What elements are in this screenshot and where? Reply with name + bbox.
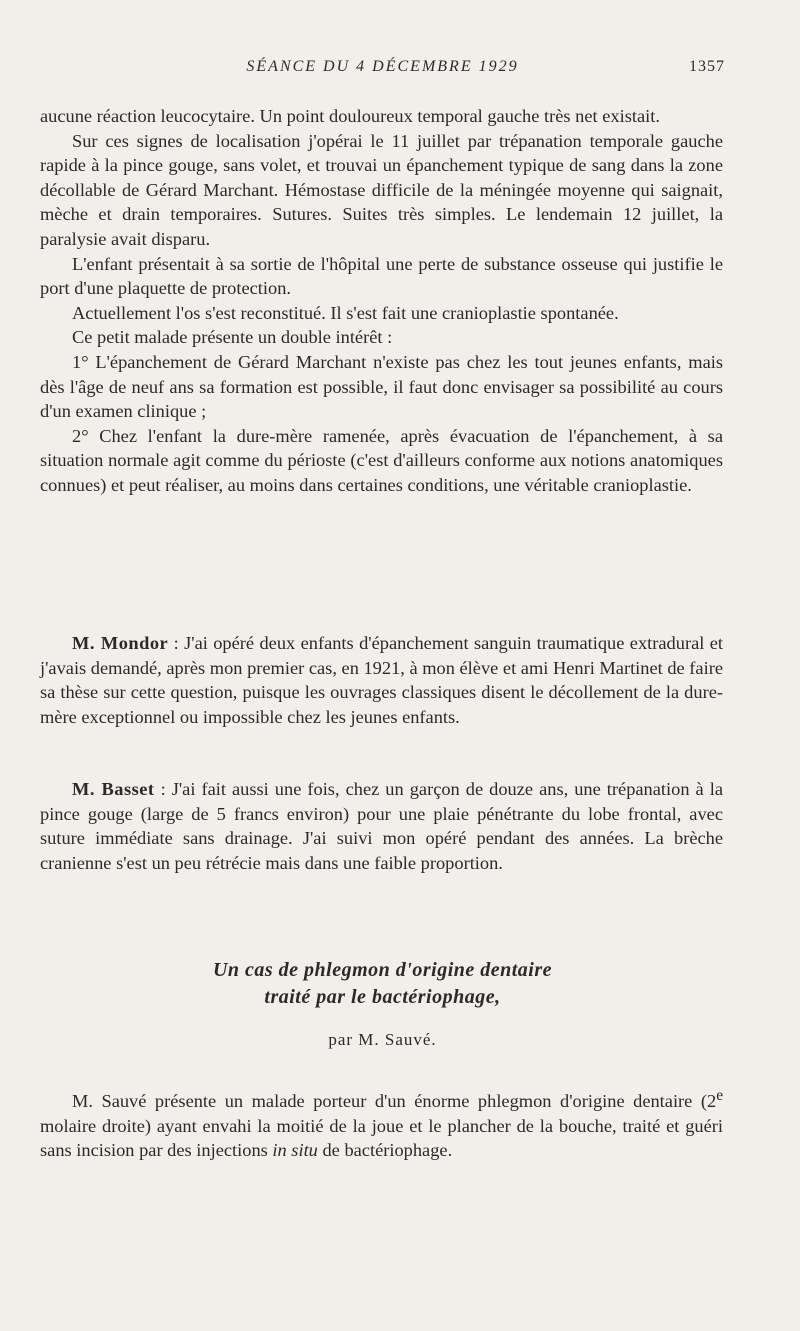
paragraph: Ce petit malade présente un double intérêt : xyxy=(72,327,393,348)
byline-prefix: par M. xyxy=(328,1030,385,1049)
article-title xyxy=(40,957,725,1011)
paragraph xyxy=(40,1084,723,1163)
byline-author: Sauvé. xyxy=(384,1030,437,1049)
paragraph: 1° L'épanchement de Gérard Marchant n'existe pas chez les tout jeunes enfants, mais dès l'âge de neuf ans sa formation est possible, il faut donc envisager sa possibilité au cours d'un examen clinique ; xyxy=(40,351,723,422)
discussion-text: : J'ai opéré deux enfants d'épanchement sanguin traumatique extradural et j'avais demandé, après mon premier cas, en 1921, à mon élève et ami Henri Martinet de faire sa thèse sur cette question, puisque les ouvrages classiques disent le décollement de la dure-mère exceptionnel ou impossible chez les jeunes enfants. xyxy=(40,633,723,727)
paragraph: aucune réaction leucocytaire. Un point douloureux temporal gauche très net existait. xyxy=(40,106,660,126)
article-body xyxy=(40,1084,723,1163)
discussion-mondor xyxy=(40,631,723,729)
running-title: SÉANCE DU 4 DÉCEMBRE 1929 xyxy=(246,58,519,75)
article-title-line: traité par le bactériophage, xyxy=(264,986,501,1008)
case-report-text xyxy=(40,104,723,498)
paragraph: 2° Chez l'enfant la dure-mère ramenée, après évacuation de l'épanchement, à sa situation normale agit comme du périoste (c'est d'ailleurs conforme aux notions anatomiques connues) et peut réaliser, au moins dans certaines conditions, une véritable cranioplastie. xyxy=(40,425,723,495)
paragraph: L'enfant présentait à sa sortie de l'hôpital une perte de substance osseuse qui justifie le port d'une plaquette de protection. xyxy=(40,253,723,299)
page-header xyxy=(40,58,725,82)
article-title-line: Un cas de phlegmon d'origine dentaire xyxy=(212,959,553,981)
article-byline xyxy=(40,1030,725,1050)
text-run: molaire droite) ayant envahi la moitié de la joue et le plancher de la bouche, traité et guéri sans incision par des injections xyxy=(40,1115,723,1161)
paragraph: Sur ces signes de localisation j'opérai le 11 juillet par trépanation temporale gauche rapide à la pince gouge, sans volet, et trouvai un épanchement typique de sang dans la zone décollable de Gérard Marchant. Hémostase difficile de la méningée moyenne qui saignait, mèche et drain temporaires. Sutures. Suites très simples. Le lendemain 12 juillet, la paralysie avait disparu. xyxy=(40,130,723,249)
italic-term: in situ xyxy=(272,1140,318,1161)
paragraph: Actuellement l'os s'est reconstitué. Il s'est fait une cranioplastie spontanée. xyxy=(72,302,619,323)
text-run: M. Sauvé présente un malade porteur d'un énorme phlegmon d'origine dentaire (2 xyxy=(72,1091,717,1112)
page-number: 1357 xyxy=(689,58,725,75)
speaker-name: M. Mondor xyxy=(72,633,169,653)
discussion-text: : J'ai fait aussi une fois, chez un garçon de douze ans, une trépanation à la pince gouge (large de 5 francs environ) pour une plaie pénétrante du lobe frontal, avec suture immédiate sans drainage. J'ai suivi mon opéré pendant des années. La brèche cranienne s'est un peu rétrécie mais dans une faible proportion. xyxy=(40,779,723,873)
discussion-paragraph xyxy=(40,631,723,729)
speaker-name: M. Basset xyxy=(72,779,155,799)
text-run: de bactériophage. xyxy=(317,1140,453,1161)
discussion-basset xyxy=(40,777,723,875)
discussion-paragraph xyxy=(40,777,723,875)
superscript: e xyxy=(716,1087,723,1104)
